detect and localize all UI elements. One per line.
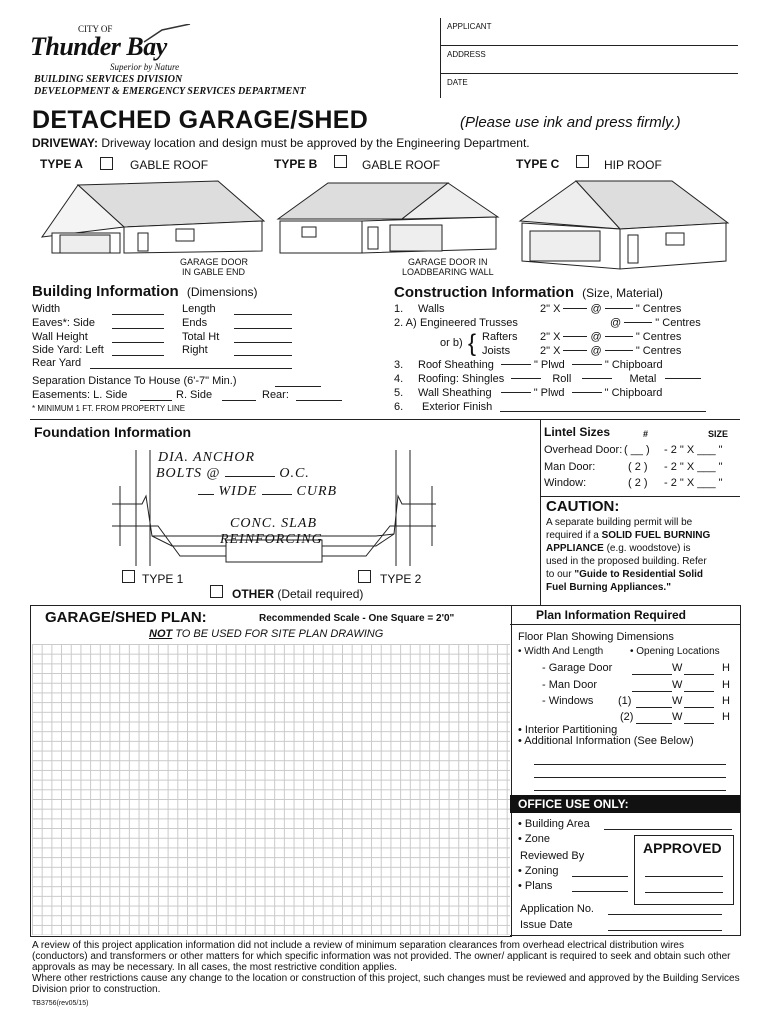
man-door-w: W: [672, 679, 683, 691]
floor-plan-label: Floor Plan Showing Dimensions: [518, 631, 674, 643]
exterior-number: 6.: [394, 401, 404, 413]
foundation-type2-checkbox[interactable]: [358, 570, 371, 583]
roofing-roll-input[interactable]: [582, 378, 612, 379]
caution-l5b: "Guide to Residential Solid: [574, 569, 704, 580]
roof-sheathing-chip-input[interactable]: [572, 364, 602, 365]
walls-x-label: 2" X: [540, 303, 561, 315]
sketch-curb-blank: [262, 494, 292, 495]
plan-drawing-grid[interactable]: [32, 644, 510, 935]
applicant-field[interactable]: [441, 18, 738, 46]
rafters-at: @: [590, 331, 602, 343]
roofing-row: [418, 373, 701, 385]
man-door-h: H: [722, 679, 730, 691]
joists-size-input[interactable]: [563, 350, 587, 351]
trusses-centres: " Centres: [655, 317, 701, 329]
type-b-checkbox[interactable]: [334, 155, 347, 168]
roofing-label: Roofing: Shingles: [418, 373, 505, 385]
plan-warning: [149, 628, 383, 640]
trusses-size: [610, 317, 701, 329]
walls-centres: " Centres: [635, 303, 682, 315]
window-2-w-input[interactable]: [636, 723, 672, 724]
address-label: ADDRESS: [447, 50, 486, 59]
lintel-overhead-size[interactable]: - 2 " X ___ ": [664, 444, 723, 456]
foundation-type1-label: TYPE 1: [142, 572, 184, 586]
sketch-text-2: BOLTS @: [156, 466, 221, 481]
roofing-roll: Roll: [552, 373, 572, 385]
plan-section: [30, 605, 512, 937]
type-c-garage-illustration: [516, 177, 736, 273]
lintel-window-label: Window:: [544, 477, 587, 489]
lintel-title: Lintel Sizes: [544, 425, 611, 439]
plan-title: GARAGE/SHED PLAN:: [45, 609, 207, 626]
walls-size-input[interactable]: [563, 308, 587, 309]
logo-name: Thunder Bay: [30, 32, 167, 61]
lintel-window-qty[interactable]: ( 2 ): [628, 477, 648, 489]
form-code: TB3756(rev05/15): [32, 1000, 89, 1007]
rafters-size: [540, 331, 681, 343]
caution-section: [544, 498, 740, 598]
roofing-metal: Metal: [629, 373, 657, 385]
walls-size: [540, 303, 681, 315]
wall-sheathing-chip-input[interactable]: [572, 392, 602, 393]
garage-door-w-input[interactable]: [632, 674, 672, 675]
caution-line-2: [546, 529, 710, 542]
type-a-garage-illustration: [38, 175, 266, 255]
width-label: Width: [32, 303, 61, 315]
lintel-size-header: SIZE: [708, 429, 729, 439]
logo-tagline: Superior by Nature: [110, 62, 180, 72]
type-b-label: TYPE B: [274, 157, 318, 171]
easement-l-side-input[interactable]: [140, 400, 172, 401]
sketch-text-1: DIA. ANCHOR: [158, 450, 256, 465]
building-area-label: • Building Area: [518, 818, 590, 830]
windows-label: - Windows: [542, 695, 594, 707]
additional-info-line-1[interactable]: [534, 764, 726, 765]
opening-locations-item: • Opening Locations: [630, 646, 720, 657]
walls-at: @: [590, 303, 602, 315]
roofing-metal-input[interactable]: [665, 378, 701, 379]
wall-sheathing-plwd: " Plwd: [533, 387, 565, 399]
issue-date-label: Issue Date: [520, 919, 573, 931]
joists-centres: " Centres: [635, 345, 682, 357]
lintel-man-door-size[interactable]: - 2 " X ___ ": [664, 461, 723, 473]
trusses-at: @: [610, 317, 622, 329]
separation-input[interactable]: [275, 386, 321, 387]
type-c-option: [510, 153, 738, 281]
type-a-caption-1: GARAGE DOOR: [180, 257, 249, 267]
wall-height-label: Wall Height: [32, 331, 88, 343]
date-label: DATE: [447, 78, 468, 87]
type-b-garage-illustration: [272, 177, 504, 255]
type-a-checkbox[interactable]: [100, 157, 113, 170]
caution-l2b: SOLID FUEL BURNING: [601, 530, 711, 541]
length-label: Length: [182, 303, 216, 315]
trusses-spacing-input[interactable]: [624, 322, 652, 323]
window-1-w: W: [672, 695, 683, 707]
sketch-wide-blank: [198, 494, 214, 495]
plan-info-header: [510, 606, 740, 625]
sketch-text-4: WIDE: [218, 484, 258, 499]
rafters-label: Rafters: [482, 331, 518, 343]
plans-input[interactable]: [572, 891, 628, 892]
foundation-other-note: (Detail required): [277, 587, 364, 601]
side-yard-left-input[interactable]: [112, 355, 164, 356]
rear-yard-label: Rear Yard: [32, 357, 82, 369]
type-b-roof: GABLE ROOF: [362, 158, 441, 172]
driveway-label: DRIVEWAY:: [32, 136, 99, 150]
roof-sheathing-chipboard: " Chipboard: [604, 359, 663, 371]
caution-body: [546, 516, 710, 594]
lintel-man-door-qty[interactable]: ( 2 ): [628, 461, 648, 473]
garage-door-h: H: [722, 662, 730, 674]
roof-sheathing-number: 3.: [394, 359, 404, 371]
sketch-reinforcing: [220, 532, 323, 548]
wall-sheathing-row: [418, 387, 662, 399]
issue-date-input[interactable]: [608, 930, 722, 931]
type-c-label: TYPE C: [516, 157, 560, 171]
city-logo: [30, 24, 210, 72]
caution-line-5: [546, 568, 710, 581]
lintel-qty-header: #: [643, 429, 649, 439]
joists-x-label: 2" X: [540, 345, 561, 357]
caution-line-6: Fuel Burning Appliances.": [546, 582, 671, 593]
plan-info-title: Plan Information Required: [536, 608, 687, 622]
width-length-item: • Width And Length: [518, 646, 604, 657]
garage-door-h-input[interactable]: [684, 674, 714, 675]
length-input[interactable]: [234, 314, 292, 315]
lintel-overhead-qty[interactable]: ( __ ): [624, 444, 650, 456]
plan-warning-rest: TO BE USED FOR SITE PLAN DRAWING: [172, 628, 384, 640]
caution-l5a: to our: [546, 569, 575, 580]
approved-label: APPROVED: [643, 840, 722, 856]
lintel-overhead-label: Overhead Door:: [544, 444, 623, 456]
window-1-h: H: [722, 695, 730, 707]
logo-mark-icon: [142, 24, 192, 44]
total-height-input[interactable]: [234, 342, 292, 343]
plans-label: • Plans: [518, 880, 553, 892]
easement-rear-input[interactable]: [296, 400, 342, 401]
wall-sheathing-number: 5.: [394, 387, 404, 399]
wall-sheathing-plwd-input[interactable]: [501, 392, 531, 393]
eaves-side-label: Eaves*: Side: [32, 317, 95, 329]
logo-city-of: CITY OF: [78, 24, 113, 34]
ends-input[interactable]: [234, 328, 292, 329]
roof-sheathing-plwd-input[interactable]: [501, 364, 531, 365]
trusses-label: Engineered Trusses: [420, 317, 518, 329]
zoning-label: • Zoning: [518, 865, 559, 877]
walls-number: 1.: [394, 303, 404, 315]
sketch-anchor-bolts: [158, 450, 255, 466]
division-name: BUILDING SERVICES DIVISION: [34, 74, 183, 85]
ends-label: Ends: [182, 317, 208, 329]
exterior-input[interactable]: [500, 411, 706, 412]
rafters-spacing-input[interactable]: [605, 336, 633, 337]
plan-info-section: [510, 605, 741, 796]
type-a-option: [34, 153, 270, 281]
office-use-section: [510, 795, 741, 936]
roofing-number: 4.: [394, 373, 404, 385]
roof-sheathing-row: [418, 359, 663, 371]
rafters-centres: " Centres: [635, 331, 682, 343]
caution-l3a: APPLIANCE: [546, 543, 604, 554]
zoning-input[interactable]: [572, 876, 628, 877]
construction-info-heading: Construction Information: [394, 284, 574, 301]
sketch-bolts-blank: [225, 476, 275, 477]
garage-door-w: W: [672, 662, 683, 674]
type-b-option: [268, 153, 508, 281]
plan-warning-not: NOT: [149, 628, 173, 640]
rafters-size-input[interactable]: [563, 336, 587, 337]
caution-l2a: required if a: [546, 530, 602, 541]
window-1-w-input[interactable]: [636, 707, 672, 708]
caution-line-1: A separate building permit will be: [546, 517, 693, 528]
lintel-section: [540, 419, 740, 497]
disclaimer-paragraph-2: Where other restrictions cause any change to the location or construction of this project, such changes must be reviewed and approved by the Building Services Division prior to construction.: [32, 973, 740, 995]
type-c-checkbox[interactable]: [576, 155, 589, 168]
foundation-other-label: OTHER: [232, 587, 274, 601]
joists-label: Joists: [482, 345, 511, 357]
reviewed-by-label: Reviewed By: [520, 850, 585, 862]
building-info-title: [32, 283, 258, 300]
easement-r-side-label: R. Side: [176, 389, 213, 401]
interior-partitioning-item: • Interior Partitioning: [518, 724, 618, 736]
disclaimer-paragraph-1: A review of this project application information did not include a review of minimum separation clearances from overhead electrical distribution wires (conductors) and transformers or other matters for which specific information was not provided. The owner/ applicant is required to seek and obtain such other approvals as may be necessary. In all cases, the most restrictive condition applies.: [32, 940, 731, 973]
type-c-roof: HIP ROOF: [604, 158, 662, 172]
building-info-heading: Building Information: [32, 283, 179, 300]
type-a-caption-2: IN GABLE END: [182, 267, 246, 277]
date-field[interactable]: [441, 74, 738, 98]
sketch-bolts-at: [156, 466, 310, 482]
application-no-input[interactable]: [608, 914, 722, 915]
lintel-man-door-label: Man Door:: [544, 461, 596, 473]
driveway-note: [32, 136, 530, 150]
joists-spacing-input[interactable]: [605, 350, 633, 351]
foundation-title: Foundation Information: [34, 424, 192, 440]
sketch-text-3: O.C.: [279, 466, 310, 481]
walls-label: Walls: [418, 303, 445, 315]
caution-line-4: used in the proposed building. Refer: [546, 556, 707, 567]
approved-line-1[interactable]: [645, 876, 723, 877]
window-2-h: H: [722, 711, 730, 723]
zone-label: • Zone: [518, 833, 550, 845]
sketch-text-5: CURB: [296, 484, 338, 499]
department-name: DEVELOPMENT & EMERGENCY SERVICES DEPARTMENT: [34, 86, 306, 97]
approved-line-2[interactable]: [645, 892, 723, 893]
office-use-header: [510, 795, 740, 813]
side-yard-left-label: Side Yard: Left: [32, 344, 104, 356]
window-2-h-input[interactable]: [684, 723, 714, 724]
plan-scale: Recommended Scale - One Square = 2'0": [259, 613, 455, 624]
office-use-title: OFFICE USE ONLY:: [518, 797, 629, 811]
foundation-other-checkbox[interactable]: [210, 585, 223, 598]
applicant-label: APPLICANT: [447, 22, 492, 31]
additional-info-line-3[interactable]: [534, 790, 726, 791]
width-input[interactable]: [112, 314, 164, 315]
joists-at: @: [590, 345, 602, 357]
disclaimer-text: [32, 940, 740, 995]
form-title-note: (Please use ink and press firmly.): [460, 114, 681, 131]
wall-sheathing-label: Wall Sheathing: [418, 387, 492, 399]
sketch-conc-slab: [230, 516, 317, 532]
additional-info-item: • Additional Information (See Below): [518, 735, 694, 747]
foundation-other-row: [232, 587, 363, 601]
caution-l3b: (e.g. woodstove) is: [603, 543, 691, 554]
driveway-text: Driveway location and design must be approved by the Engineering Department.: [101, 136, 530, 150]
application-no-label: Application No.: [520, 903, 594, 915]
address-field[interactable]: [441, 46, 738, 74]
side-yard-right-input[interactable]: [234, 355, 292, 356]
foundation-section: [30, 419, 541, 606]
additional-info-line-2[interactable]: [534, 777, 726, 778]
roofing-shingles-input[interactable]: [511, 378, 541, 379]
easement-rear-label: Rear:: [262, 389, 289, 401]
total-height-label: Total Ht: [182, 331, 220, 343]
rafters-x-label: 2" X: [540, 331, 561, 343]
or-b-label: or b): [440, 337, 463, 349]
building-info-subtitle: (Dimensions): [186, 285, 258, 299]
garage-door-label: - Garage Door: [542, 662, 613, 674]
sketch-text-7: REINFORCING: [220, 532, 323, 547]
eaves-side-input[interactable]: [112, 328, 164, 329]
window-2-w: W: [672, 711, 683, 723]
window-2-number: (2): [620, 711, 634, 723]
rear-yard-input[interactable]: [90, 368, 292, 369]
joists-size: [540, 345, 681, 357]
type-b-caption-2: LOADBEARING WALL: [402, 267, 494, 277]
easement-r-side-input[interactable]: [222, 400, 256, 401]
walls-spacing-input[interactable]: [605, 308, 633, 309]
form-title: DETACHED GARAGE/SHED: [32, 106, 369, 134]
caution-title: CAUTION:: [546, 498, 620, 515]
approved-box: [634, 835, 734, 905]
eaves-footnote: * MINIMUM 1 FT. FROM PROPERTY LINE: [32, 404, 186, 413]
trusses-number: 2. A): [394, 317, 417, 329]
foundation-type2-label: TYPE 2: [380, 572, 422, 586]
window-1-h-input[interactable]: [684, 707, 714, 708]
building-area-input[interactable]: [604, 829, 732, 830]
man-door-h-input[interactable]: [684, 691, 714, 692]
type-b-caption-1: GARAGE DOOR IN: [408, 257, 488, 267]
type-a-roof: GABLE ROOF: [130, 158, 209, 172]
sketch-text-6: CONC. SLAB: [230, 516, 318, 531]
roof-sheathing-plwd: " Plwd: [533, 359, 565, 371]
separation-label: Separation Distance To House (6'-7" Min.): [32, 375, 237, 387]
sketch-wide-curb: [198, 484, 337, 500]
type-a-label: TYPE A: [40, 157, 83, 171]
easements-label: Easements: L. Side: [32, 389, 128, 401]
foundation-type1-checkbox[interactable]: [122, 570, 135, 583]
applicant-fields: [440, 18, 738, 98]
man-door-label: - Man Door: [542, 679, 598, 691]
man-door-w-input[interactable]: [632, 691, 672, 692]
construction-info-title: [394, 284, 663, 301]
brace-glyph: {: [468, 330, 477, 357]
window-1-number: (1): [618, 695, 632, 707]
construction-info-subtitle: (Size, Material): [582, 286, 663, 300]
lintel-window-size[interactable]: - 2 " X ___ ": [664, 477, 723, 489]
exterior-label: Exterior Finish: [422, 401, 493, 413]
wall-height-input[interactable]: [112, 342, 164, 343]
roof-sheathing-label: Roof Sheathing: [418, 359, 494, 371]
side-yard-right-label: Right: [182, 344, 208, 356]
wall-sheathing-chipboard: " Chipboard: [604, 387, 663, 399]
caution-line-3: [546, 542, 710, 555]
